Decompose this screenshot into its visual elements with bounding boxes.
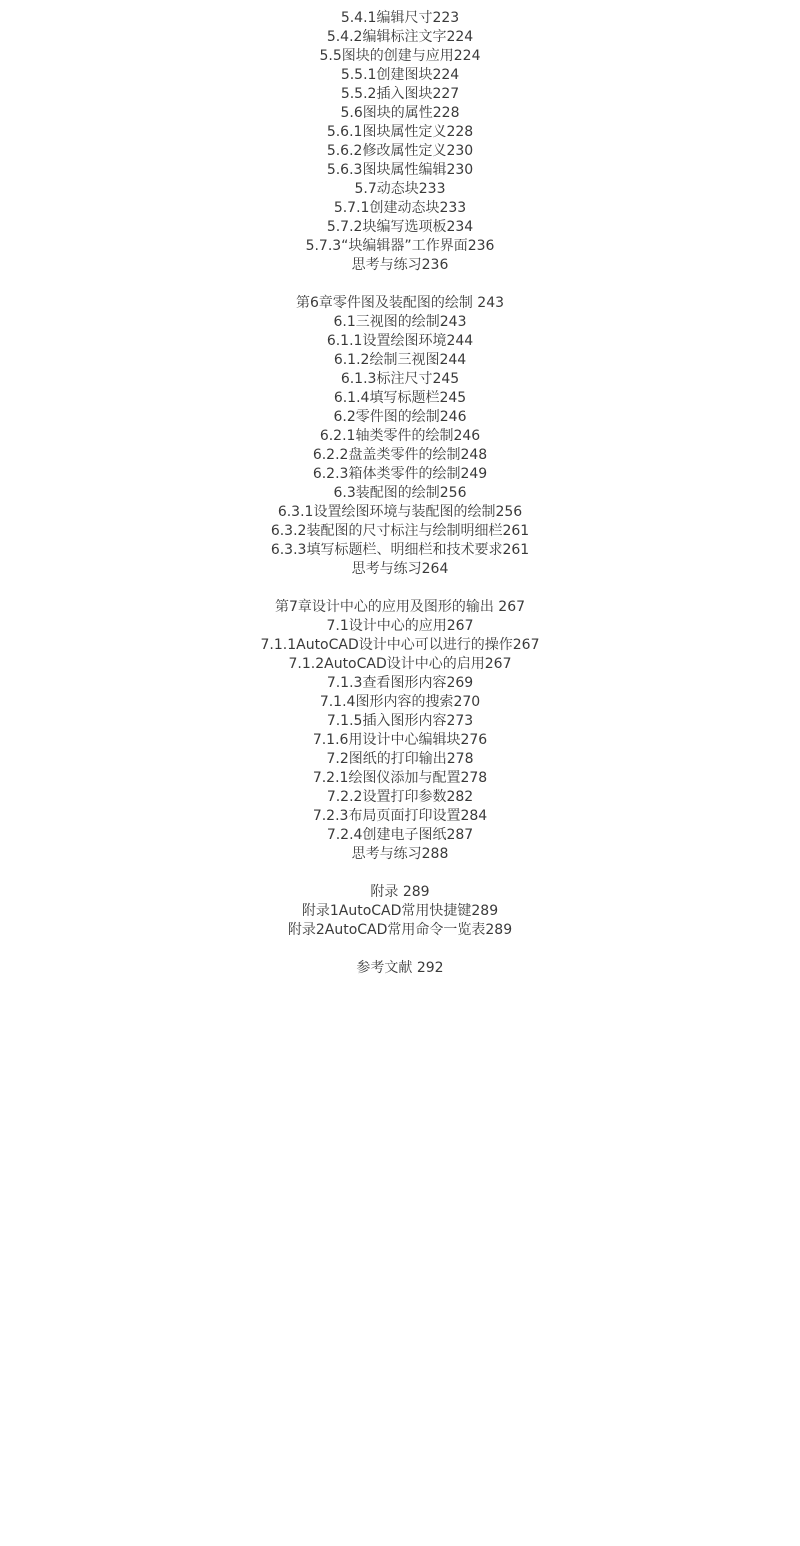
toc-entry: 7.1.2AutoCAD设计中心的启用267 bbox=[288, 656, 512, 672]
toc-entry: 5.4.2编辑标注文字224 bbox=[326, 29, 474, 45]
toc-spacer bbox=[0, 940, 800, 959]
toc-entry: 5.7.2块编写选项板234 bbox=[326, 219, 474, 235]
toc-entry: 7.1设计中心的应用267 bbox=[326, 618, 474, 634]
toc-entry: 7.2.1绘图仪添加与配置278 bbox=[312, 770, 488, 786]
toc-entry: 5.5.2插入图块227 bbox=[340, 86, 460, 102]
toc-entry: 思考与练习264 bbox=[351, 561, 449, 577]
toc-entry: 6.2.3箱体类零件的绘制249 bbox=[312, 466, 488, 482]
toc-spacer bbox=[0, 0, 800, 9]
toc-entry: 思考与练习288 bbox=[351, 846, 449, 862]
toc-entry: 5.5.1创建图块224 bbox=[340, 67, 460, 83]
toc-entry: 6.3装配图的绘制256 bbox=[333, 485, 467, 501]
toc-entry: 附录2AutoCAD常用命令一览表289 bbox=[287, 922, 513, 938]
toc-entry: 5.7动态块233 bbox=[354, 181, 446, 197]
toc-spacer bbox=[0, 864, 800, 883]
toc-entry: 5.4.1编辑尺寸223 bbox=[340, 10, 460, 26]
toc-entry: 附录 289 bbox=[370, 884, 430, 900]
toc-entry: 6.1.3标注尺寸245 bbox=[340, 371, 460, 387]
toc-entry: 7.2图纸的打印输出278 bbox=[326, 751, 474, 767]
toc-entry: 6.2.2盘盖类零件的绘制248 bbox=[312, 447, 488, 463]
toc-entry: 6.2零件图的绘制246 bbox=[333, 409, 467, 425]
toc-entry: 7.1.4图形内容的搜索270 bbox=[319, 694, 481, 710]
toc-entry: 5.6.3图块属性编辑230 bbox=[326, 162, 474, 178]
toc-entry: 6.1.4填写标题栏245 bbox=[333, 390, 467, 406]
toc-entry: 5.5图块的创建与应用224 bbox=[319, 48, 481, 64]
toc-entry: 7.2.3布局页面打印设置284 bbox=[312, 808, 488, 824]
toc-entry: 6.2.1轴类零件的绘制246 bbox=[319, 428, 481, 444]
toc-entry: 7.1.1AutoCAD设计中心可以进行的操作267 bbox=[260, 637, 540, 653]
toc-spacer bbox=[0, 275, 800, 294]
toc-entry: 附录1AutoCAD常用快捷键289 bbox=[301, 903, 499, 919]
toc-entry: 6.1.2绘制三视图244 bbox=[333, 352, 467, 368]
toc-entry: 6.3.2装配图的尺寸标注与绘制明细栏261 bbox=[270, 523, 530, 539]
toc-entry: 6.3.3填写标题栏、明细栏和技术要求261 bbox=[270, 542, 530, 558]
toc-entry: 7.1.6用设计中心编辑块276 bbox=[312, 732, 488, 748]
toc-entry: 第7章设计中心的应用及图形的输出 267 bbox=[274, 599, 526, 615]
toc-entry: 参考文献 292 bbox=[356, 960, 444, 976]
toc-entry: 7.1.5插入图形内容273 bbox=[326, 713, 474, 729]
toc-entry: 6.1.1设置绘图环境244 bbox=[326, 333, 474, 349]
toc-entry: 5.7.1创建动态块233 bbox=[333, 200, 467, 216]
toc-spacer bbox=[0, 579, 800, 598]
toc-entry: 第6章零件图及装配图的绘制 243 bbox=[295, 295, 505, 311]
toc-entry: 5.6图块的属性228 bbox=[340, 105, 460, 121]
toc-entry: 思考与练习236 bbox=[351, 257, 449, 273]
toc-entry: 7.2.4创建电子图纸287 bbox=[326, 827, 474, 843]
toc-entry: 7.1.3查看图形内容269 bbox=[326, 675, 474, 691]
toc-entry: 5.6.1图块属性定义228 bbox=[326, 124, 474, 140]
toc-entry: 5.6.2修改属性定义230 bbox=[326, 143, 474, 159]
toc-entry: 6.1三视图的绘制243 bbox=[333, 314, 467, 330]
toc-entry: 7.2.2设置打印参数282 bbox=[326, 789, 474, 805]
toc-entry: 6.3.1设置绘图环境与装配图的绘制256 bbox=[277, 504, 523, 520]
toc-entry: 5.7.3“块编辑器”工作界面236 bbox=[305, 238, 495, 254]
